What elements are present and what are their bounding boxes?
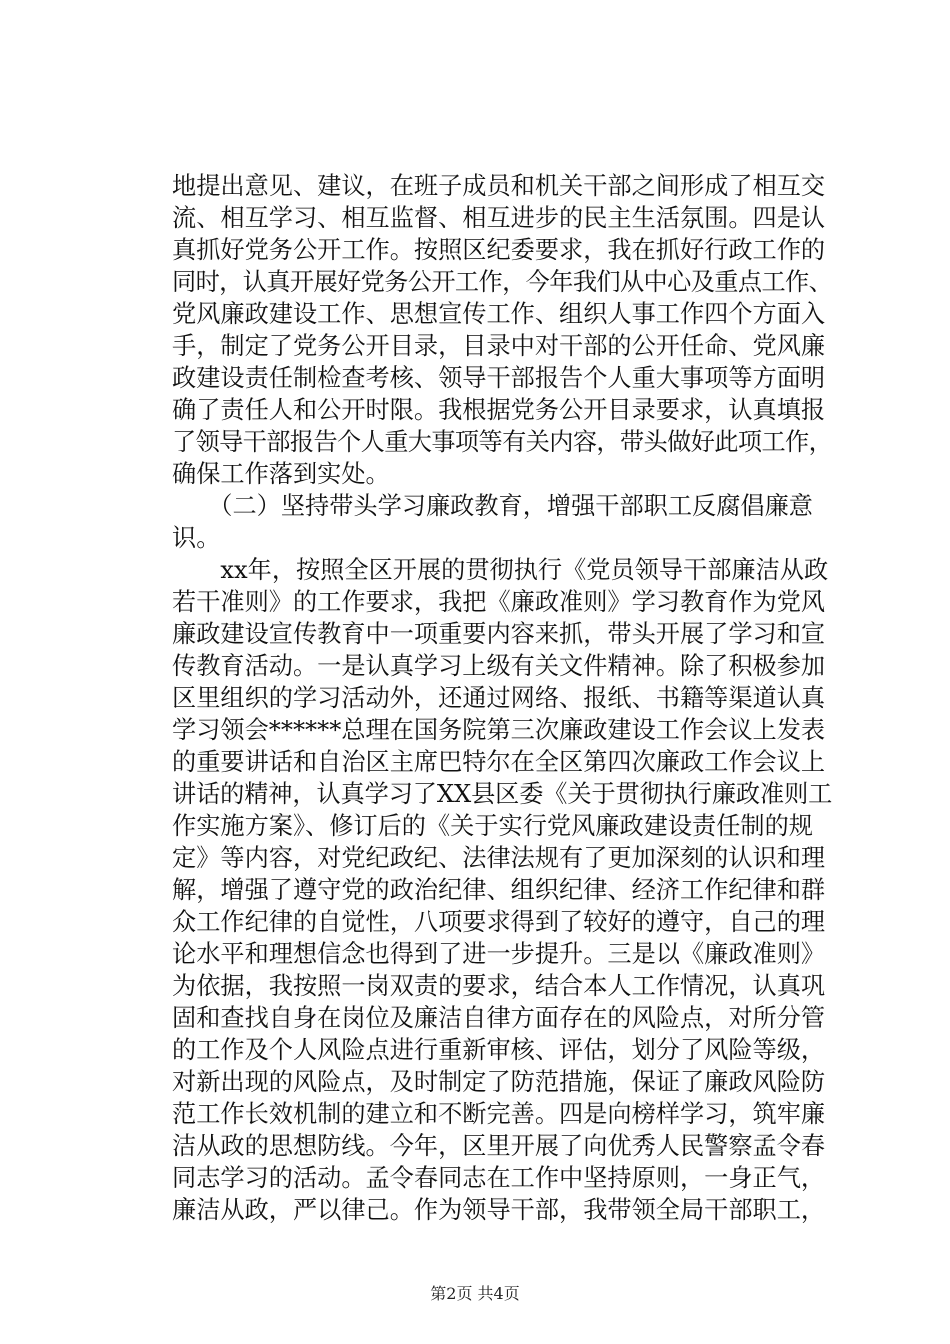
text-line: 的工作及个人风险点进行重新审核、评估，划分了风险等级， xyxy=(172,1036,826,1064)
text-line: 真抓好党务公开工作。按照区纪委要求，我在抓好行政工作的 xyxy=(172,236,826,264)
text-line: 流、相互学习、相互监督、相互进步的民主生活氛围。四是认 xyxy=(172,204,826,232)
text-line: xx年，按照全区开展的贯彻执行《党员领导干部廉洁从政 xyxy=(172,556,829,584)
text-line: 解，增强了遵守党的政治纪律、组织纪律、经济工作纪律和群 xyxy=(172,876,826,904)
body-text xyxy=(172,170,832,1226)
text-line: 确保工作落到实处。 xyxy=(172,460,390,488)
text-line: 固和查找自身在岗位及廉洁自律方面存在的风险点，对所分管 xyxy=(172,1004,826,1032)
text-line: 政建设责任制检查考核、领导干部报告个人重大事项等方面明 xyxy=(172,364,826,392)
text-line: 讲话的精神，认真学习了XX县区委《关于贯彻执行廉政准则工 xyxy=(172,780,833,808)
text-line: 党风廉政建设工作、思想宣传工作、组织人事工作四个方面入 xyxy=(172,300,826,328)
text-line: 同时，认真开展好党务公开工作，今年我们从中心及重点工作、 xyxy=(172,268,833,296)
text-line: 定》等内容，对党纪政纪、法律法规有了更加深刻的认识和理 xyxy=(172,844,826,872)
text-line: 同志学习的活动。孟令春同志在工作中坚持原则，一身正气， xyxy=(172,1164,826,1192)
text-line: 识。 xyxy=(172,524,221,552)
text-line: 地提出意见、建议，在班子成员和机关干部之间形成了相互交 xyxy=(172,172,826,200)
text-line: 若干准则》的工作要求，我把《廉政准则》学习教育作为党风 xyxy=(172,588,826,616)
text-line: 廉政建设宣传教育中一项重要内容来抓，带头开展了学习和宣 xyxy=(172,620,826,648)
text-line: 众工作纪律的自觉性，八项要求得到了较好的遵守，自己的理 xyxy=(172,908,826,936)
text-line: 的重要讲话和自治区主席巴特尔在全区第四次廉政工作会议上 xyxy=(172,748,826,776)
text-line: 手，制定了党务公开目录，目录中对干部的公开任命、党风廉 xyxy=(172,332,826,360)
text-line: （二）坚持带头学习廉政教育，增强干部职工反腐倡廉意 xyxy=(172,492,813,520)
text-line: 为依据，我按照一岗双责的要求，结合本人工作情况，认真巩 xyxy=(172,972,826,1000)
text-line: 作实施方案》、修订后的《关于实行党风廉政建设责任制的规 xyxy=(172,812,813,840)
text-line: 传教育活动。一是认真学习上级有关文件精神。除了积极参加 xyxy=(172,652,826,680)
text-line: 确了责任人和公开时限。我根据党务公开目录要求，认真填报 xyxy=(172,396,826,424)
text-line: 对新出现的风险点，及时制定了防范措施，保证了廉政风险防 xyxy=(172,1068,826,1096)
text-line: 论水平和理想信念也得到了进一步提升。三是以《廉政准则》 xyxy=(172,940,826,968)
text-line: 范工作长效机制的建立和不断完善。四是向榜样学习，筑牢廉 xyxy=(172,1100,826,1128)
text-line: 了领导干部报告个人重大事项等有关内容，带头做好此项工作， xyxy=(172,428,833,456)
page-footer: 第2页 共4页 xyxy=(430,1284,520,1303)
text-line: 廉洁从政，严以律己。作为领导干部，我带领全局干部职工， xyxy=(172,1196,826,1224)
text-line: 洁从政的思想防线。今年，区里开展了向优秀人民警察孟令春 xyxy=(172,1132,826,1160)
text-line: 区里组织的学习活动外，还通过网络、报纸、书籍等渠道认真 xyxy=(172,684,826,712)
text-line: 学习领会******总理在国务院第三次廉政建设工作会议上发表 xyxy=(172,716,826,744)
